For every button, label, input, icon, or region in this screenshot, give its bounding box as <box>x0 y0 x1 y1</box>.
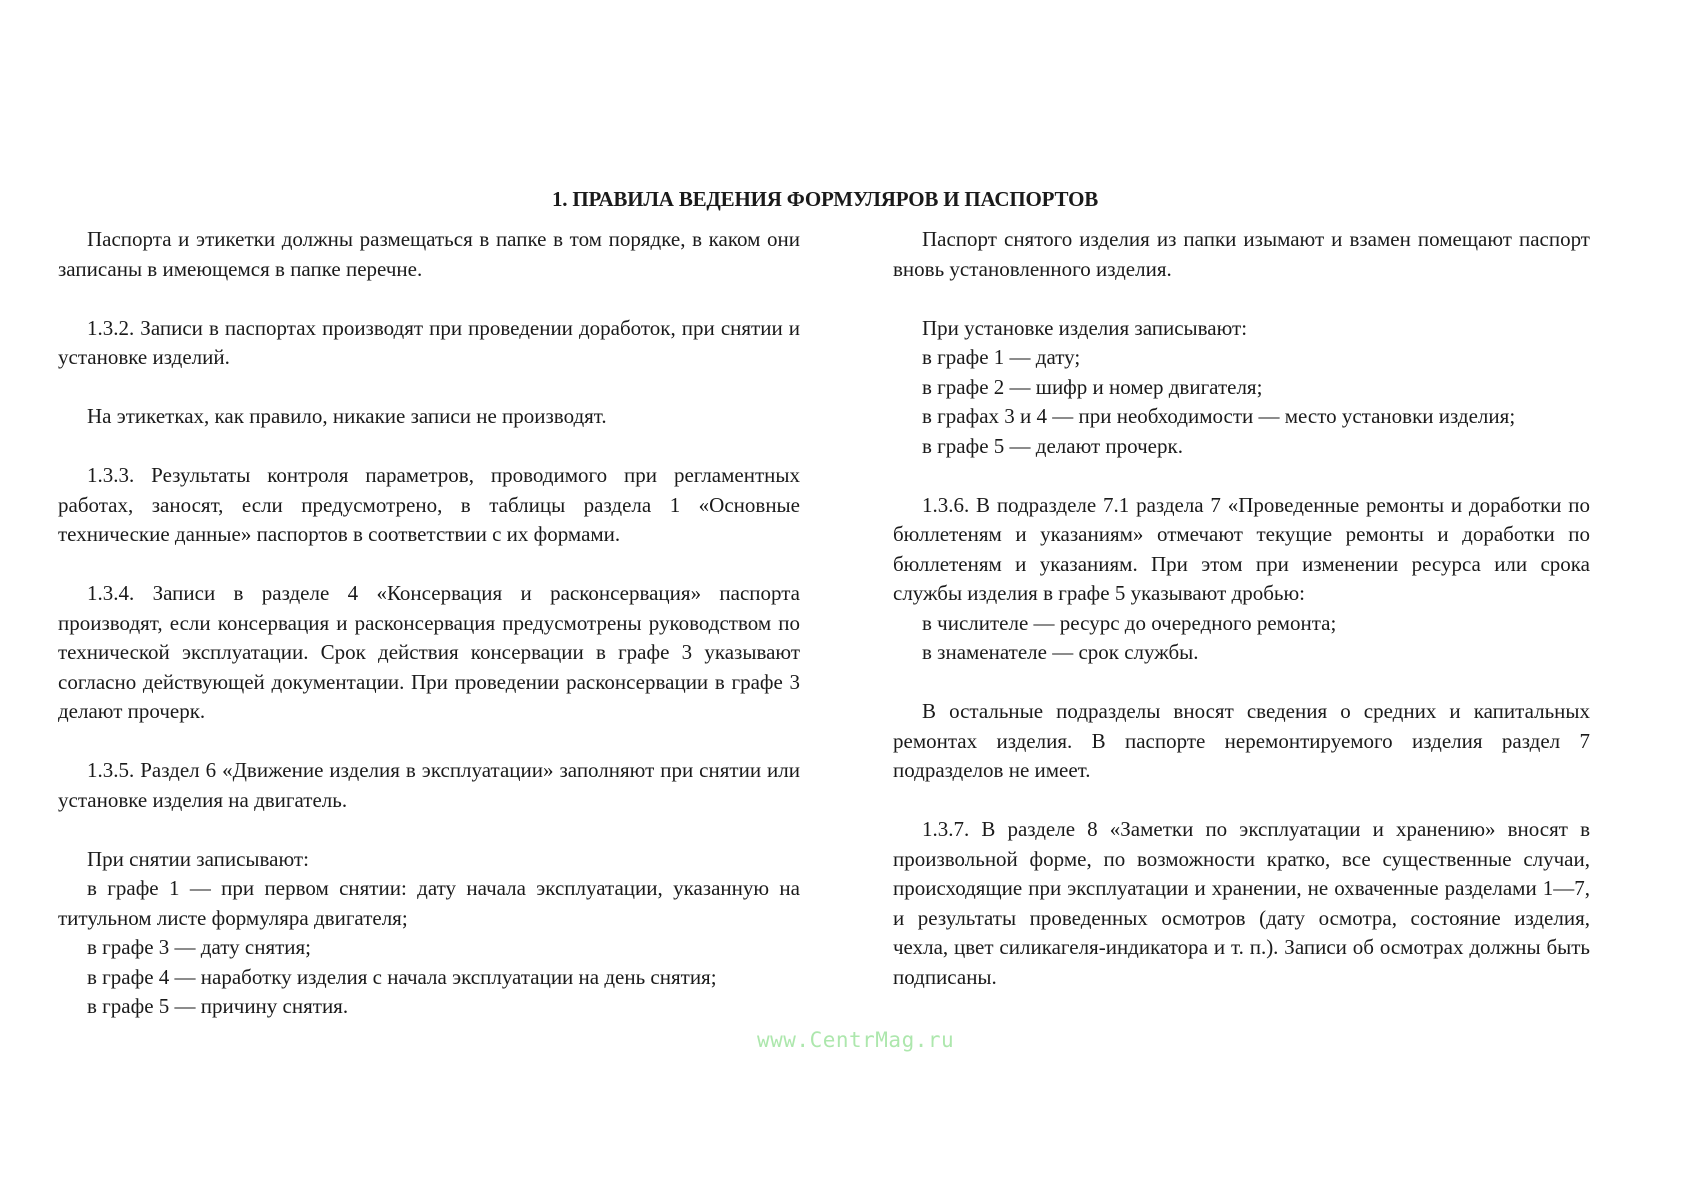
paragraph: в графах 3 и 4 — при необходимости — место установки изделия; <box>922 404 1516 428</box>
paragraph-spacer <box>893 786 1590 816</box>
paragraph: в графе 3 — дату снятия; <box>87 935 312 959</box>
paragraph: 1.3.7. В разделе 8 «Заметки по эксплуатации и хранению» вносят в произвольной форме, по возможности кратко, все существенные случаи, происходящие при эксплуатации и хранении, не охваченные разделами 1—7, и результаты проведенных осмотров (дату осмотра, состояние изделия, чехла, цвет силикагеля-индикатора и т. п.). Записи об осмотрах должны быть подписаны. <box>893 817 1590 989</box>
watermark: www.CentrMag.ru <box>757 1028 955 1052</box>
paragraph: 1.3.6. В подразделе 7.1 раздела 7 «Проведенные ремонты и доработки по бюллетеням и указаниям» отмечают текущие ремонты и доработки по бюллетеням и указаниям. При этом при изменении ресурса или срока службы изделия в графе 5 указывают дробью: <box>893 492 1590 605</box>
paragraph: 1.3.5. Раздел 6 «Движение изделия в эксплуатации» заполняют при снятии или установке изделия на двигатель. <box>58 758 800 812</box>
paragraph: 1.3.4. Записи в разделе 4 «Консервация и расконсервация» паспорта производят, если консервация и расконсервация предусмотрены руководством по технической эксплуатации. Срок действия консервации в графе 3 указывают согласно действующей документации. При проведении расконсервации в графе 3 делают прочерк. <box>58 581 800 723</box>
paragraph: В остальные подразделы вносят сведения о средних и капитальных ремонтах изделия. В паспорте неремонтируемого изделия раздел 7 подразделов не имеет. <box>893 699 1590 782</box>
left-column <box>58 225 800 1022</box>
paragraph: При снятии записывают: <box>87 846 309 871</box>
paragraph: 1.3.3. Результаты контроля параметров, проводимого при регламентных работах, заносят, если предусмотрено, в таблицы раздела 1 «Основные технические данные» паспортов в соответствии с их формами. <box>58 463 800 546</box>
paragraph: 1.3.2. Записи в паспортах производят при проведении доработок, при снятии и установке изделий. <box>58 315 800 369</box>
paragraph: в графе 5 — причину снятия. <box>87 994 349 1018</box>
paragraph: в графе 2 — шифр и номер двигателя; <box>922 374 1263 399</box>
paragraph: Паспорта и этикетки должны размещаться в папке в том порядке, в каком они записаны в имеющемся в папке перечне. <box>58 227 800 281</box>
right-column <box>893 225 1590 992</box>
section-title: 1. ПРАВИЛА ВЕДЕНИЯ ФОРМУЛЯРОВ И ПАСПОРТОВ <box>551 187 1099 211</box>
paragraph: Паспорт снятого изделия из папки изымают и взамен помещают паспорт вновь установленного изделия. <box>893 227 1590 281</box>
paragraph-spacer <box>58 373 800 403</box>
paragraph: в графе 1 — дату; <box>922 345 1081 369</box>
paragraph: в графе 1 — при первом снятии: дату начала эксплуатации, указанную на титульном листе формуляра двигателя; <box>58 876 800 930</box>
paragraph: На этикетках, как правило, никакие записи не производят. <box>87 404 607 428</box>
paragraph-spacer <box>893 668 1590 698</box>
paragraph-spacer <box>58 284 800 314</box>
paragraph-spacer <box>893 461 1590 491</box>
paragraph: в числителе — ресурс до очередного ремонта; <box>922 610 1337 635</box>
paragraph-spacer <box>58 432 800 462</box>
paragraph-spacer <box>893 284 1590 314</box>
paragraph-spacer <box>58 727 800 757</box>
paragraph: в графе 5 — делают прочерк. <box>922 433 1183 458</box>
paragraph-spacer <box>58 550 800 580</box>
paragraph: в знаменателе — срок службы. <box>922 640 1199 664</box>
paragraph: При установке изделия записывают: <box>922 315 1248 340</box>
paragraph-spacer <box>58 815 800 845</box>
paragraph: в графе 4 — наработку изделия с начала эксплуатации на день снятия; <box>87 964 717 989</box>
